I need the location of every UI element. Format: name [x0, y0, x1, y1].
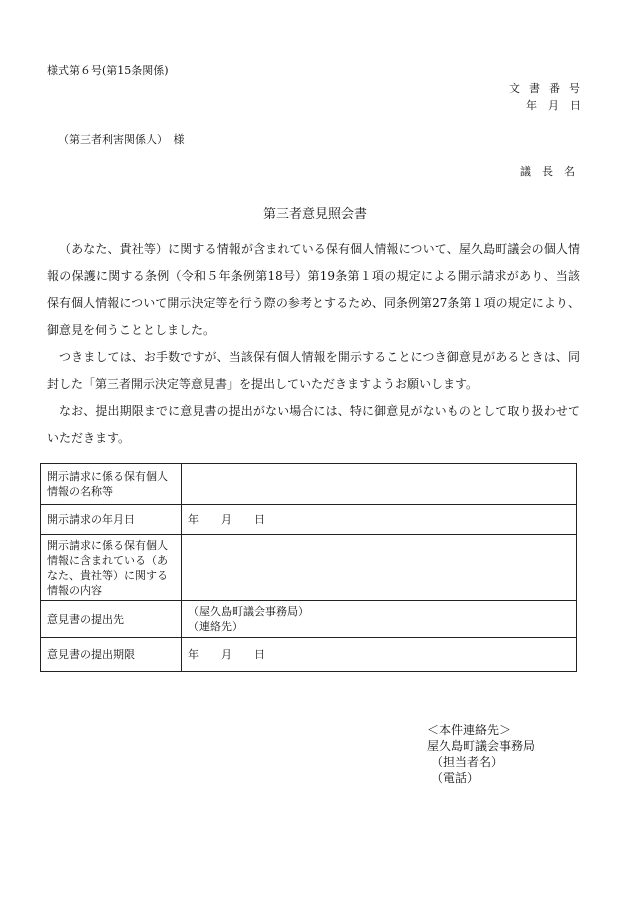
table-label-info-content: 開示請求に係る保有個人情報に含まれている（あなた、貴社等）に関する情報の内容: [41, 535, 182, 601]
table-label-submit-to: 意見書の提出先: [41, 601, 182, 638]
body-text: [47, 236, 580, 452]
table-row: [41, 464, 577, 505]
submit-to-contact: （連絡先）: [188, 620, 243, 633]
info-table: [40, 463, 577, 672]
body-paragraph-1: （あなた、貴社等）に関する情報が含まれている保有個人情報について、屋久島町議会の個人情報の保護に関する条例（令和５年条例第18号）第19条第１項の規定による開示請求があり、当該保有個人情報について開示決定等を行う際の参考とするため、同条例第27条第１項の規定により、御意見を伺うこととしました。: [47, 242, 580, 337]
document-title: 第三者意見照会書: [262, 207, 367, 222]
document-number: 文書番号: [509, 82, 589, 95]
contact-person: （担当者名）: [431, 755, 504, 769]
recipient: （第三者利害関係人） 様: [58, 133, 185, 146]
table-value-submit-to: [182, 601, 577, 638]
submit-to-office: （屋久島町議会事務局）: [188, 605, 309, 618]
contact-phone: （電話）: [431, 771, 480, 785]
table-value-deadline: 年 月 日: [182, 638, 577, 672]
table-label-deadline: 意見書の提出期限: [41, 638, 182, 672]
form-number: 様式第６号(第15条関係): [47, 64, 169, 77]
contact-heading: ＜本件連絡先＞: [427, 723, 512, 737]
document-date: 年 月 日: [526, 99, 581, 112]
body-paragraph-2: つきましては、お手数ですが、当該保有個人情報を開示することにつき御意見があるときは、同封した「第三者開示決定等意見書」を提出していただきますようお願いします。: [47, 350, 580, 391]
table-row: [41, 535, 577, 601]
sender-name: 議 長 名: [520, 165, 575, 178]
table-value-request-date: 年 月 日: [182, 505, 577, 535]
table-row: [41, 638, 577, 672]
body-paragraph-3: なお、提出期限までに意見書の提出がない場合には、特に御意見がないものとして取り扱わせていただきます。: [47, 404, 580, 445]
table-value-item-name: [182, 464, 577, 505]
table-row: [41, 601, 577, 638]
table-label-request-date: 開示請求の年月日: [41, 505, 182, 535]
table-row: [41, 505, 577, 535]
contact-block: [427, 722, 535, 786]
table-value-info-content: [182, 535, 577, 601]
contact-office: 屋久島町議会事務局: [427, 739, 536, 753]
table-label-item-name: 開示請求に係る保有個人情報の名称等: [41, 464, 182, 505]
